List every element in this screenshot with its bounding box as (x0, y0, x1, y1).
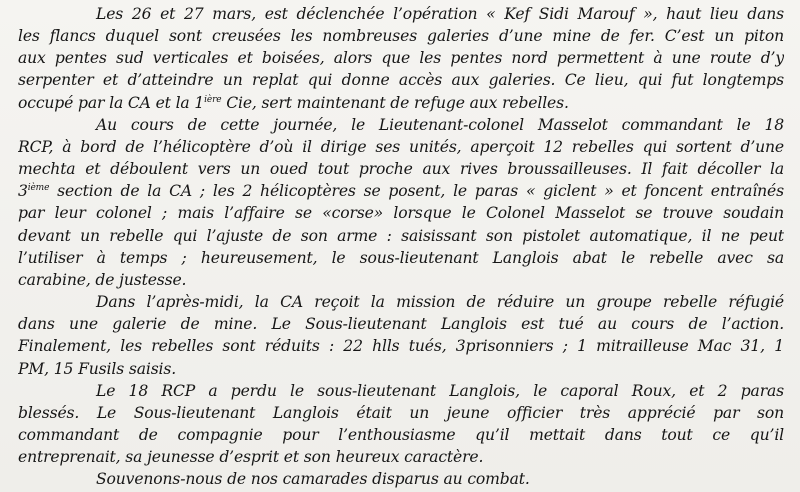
text-line: Finalement, les rebelles sont réduits : 22 hlls tués, 3prisonniers ; 1 mitrailleuse Mac 31, 1 (18, 337, 784, 356)
text-line: RCP, à bord de l’hélicoptère d’où il dirige ses unités, aperçoit 12 rebelles qui sortent d’une (18, 137, 784, 156)
text-line: Souvenons-nous de nos camarades disparus au combat. (96, 470, 530, 489)
text-line: entreprenait, sa jeunesse d’esprit et son heureux caractère. (18, 448, 484, 467)
text-line: aux pentes sud verticales et boisées, alors que les pentes nord permettent à une route d’y (18, 49, 784, 68)
text-line: mechta et déboulent vers un oued tout proche aux rives broussailleuses. Il fait décoller la (18, 160, 784, 179)
paragraph (18, 3, 784, 114)
text-line: commandant de compagnie pour l’enthousiasme qu’il mettait dans tout ce qu’il (18, 425, 784, 444)
text-line: Dans l’après-midi, la CA reçoit la mission de réduire un groupe rebelle réfugié (96, 293, 784, 312)
text-line: serpenter et d’atteindre un replat qui donne accès aux galeries. Ce lieu, qui fut longtemps (18, 71, 784, 90)
paragraph (18, 114, 784, 291)
text-line: Le 18 RCP a perdu le sous-lieutenant Langlois, le caporal Roux, et 2 paras (96, 381, 784, 400)
text-line: occupé par la CA et la $1^{ière}$ Cie, sert maintenant de refuge aux rebelles. (18, 93, 569, 112)
text-line: carabine, de justesse. (18, 270, 187, 289)
text-line: dans une galerie de mine. Le Sous-lieutenant Langlois est tué au cours de l’action. (18, 315, 784, 334)
text-line: Au cours de cette journée, le Lieutenant-colonel Masselot commandant le 18 (96, 115, 784, 134)
text-line: l’utiliser à temps ; heureusement, le sous-lieutenant Langlois abat le rebelle avec sa (18, 248, 784, 267)
text-line: les flancs duquel sont creusées les nombreuses galeries d’une mine de fer. C’est un piton (18, 27, 784, 46)
text-line: Les 26 et 27 mars, est déclenchée l’opération « Kef Sidi Marouf », haut lieu dans (96, 5, 784, 23)
document-body (18, 3, 784, 490)
paragraph (18, 291, 784, 380)
paragraph (18, 380, 784, 469)
text-line: 3ième section de la CA ; les 2 hélicoptères se posent, le paras « giclent » et foncent entraînés (18, 182, 784, 201)
text-line: PM, 15 Fusils saisis. (18, 359, 177, 378)
text-line: devant un rebelle qui l’ajuste de son arme : saisissant son pistolet automatique, il ne peut (18, 226, 784, 245)
text-line: par leur colonel ; mais l’affaire se «corse» lorsque le Colonel Masselot se trouve soudain (18, 204, 784, 223)
text-line: blessés. Le Sous-lieutenant Langlois était un jeune officier très apprécié par son (18, 403, 784, 422)
paragraph (18, 468, 784, 490)
